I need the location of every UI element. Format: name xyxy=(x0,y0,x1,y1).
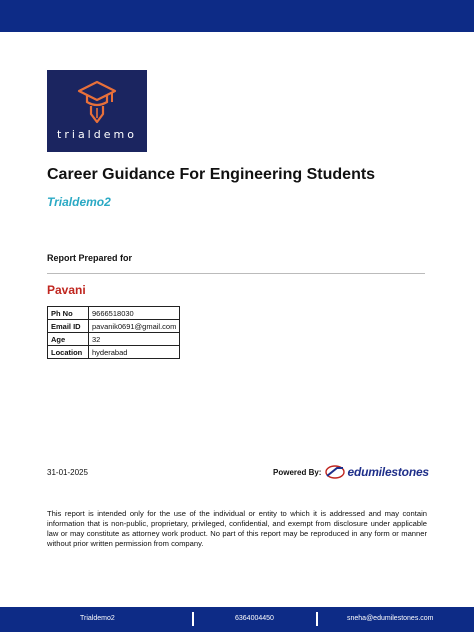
powered-by-label: Powered By: xyxy=(273,467,322,477)
detail-label: Email ID xyxy=(48,320,89,333)
table-row xyxy=(48,333,180,346)
edumilestones-logo-icon xyxy=(325,464,345,480)
detail-value: pavanik0691@gmail.com xyxy=(89,320,180,333)
footer-separator xyxy=(192,612,194,626)
logo-text: trialdemo xyxy=(57,128,137,141)
disclaimer: This report is intended only for the use of the individual or entity to which it is addressed and may contain information that is non-public, proprietary, privileged, confidential, and exempt from disclosure under applicable law or may constitute as attorney work product. No part of this report may be reproduced in any form or manner without prior written permission from company. xyxy=(47,508,427,548)
detail-value: 9666518030 xyxy=(89,307,180,320)
footer-separator xyxy=(316,612,318,626)
report-date: 31-01-2025 xyxy=(47,468,88,477)
table-row xyxy=(48,346,180,359)
footer-phone: 6364004450 xyxy=(235,615,274,622)
client-name: Pavani xyxy=(47,283,86,297)
top-bar xyxy=(0,0,474,32)
powered-by-brand: edumilestones xyxy=(347,465,429,479)
table-row xyxy=(48,320,180,333)
divider xyxy=(47,273,425,274)
table-row xyxy=(48,307,180,320)
client-details-table xyxy=(47,306,180,359)
report-subtitle: Trialdemo2 xyxy=(47,195,111,209)
detail-label: Age xyxy=(48,333,89,346)
footer-bar xyxy=(0,607,474,632)
detail-label: Location xyxy=(48,346,89,359)
graduation-cap-icon xyxy=(77,80,117,124)
report-title: Career Guidance For Engineering Students xyxy=(47,166,376,183)
powered-by xyxy=(273,464,429,480)
prepared-for-label: Report Prepared for xyxy=(47,253,133,263)
detail-value: hyderabad xyxy=(89,346,180,359)
company-logo xyxy=(47,70,147,152)
footer-email: sneha@edumilestones.com xyxy=(347,615,434,622)
detail-value: 32 xyxy=(89,333,180,346)
footer-name: Trialdemo2 xyxy=(80,615,115,622)
detail-label: Ph No xyxy=(48,307,89,320)
